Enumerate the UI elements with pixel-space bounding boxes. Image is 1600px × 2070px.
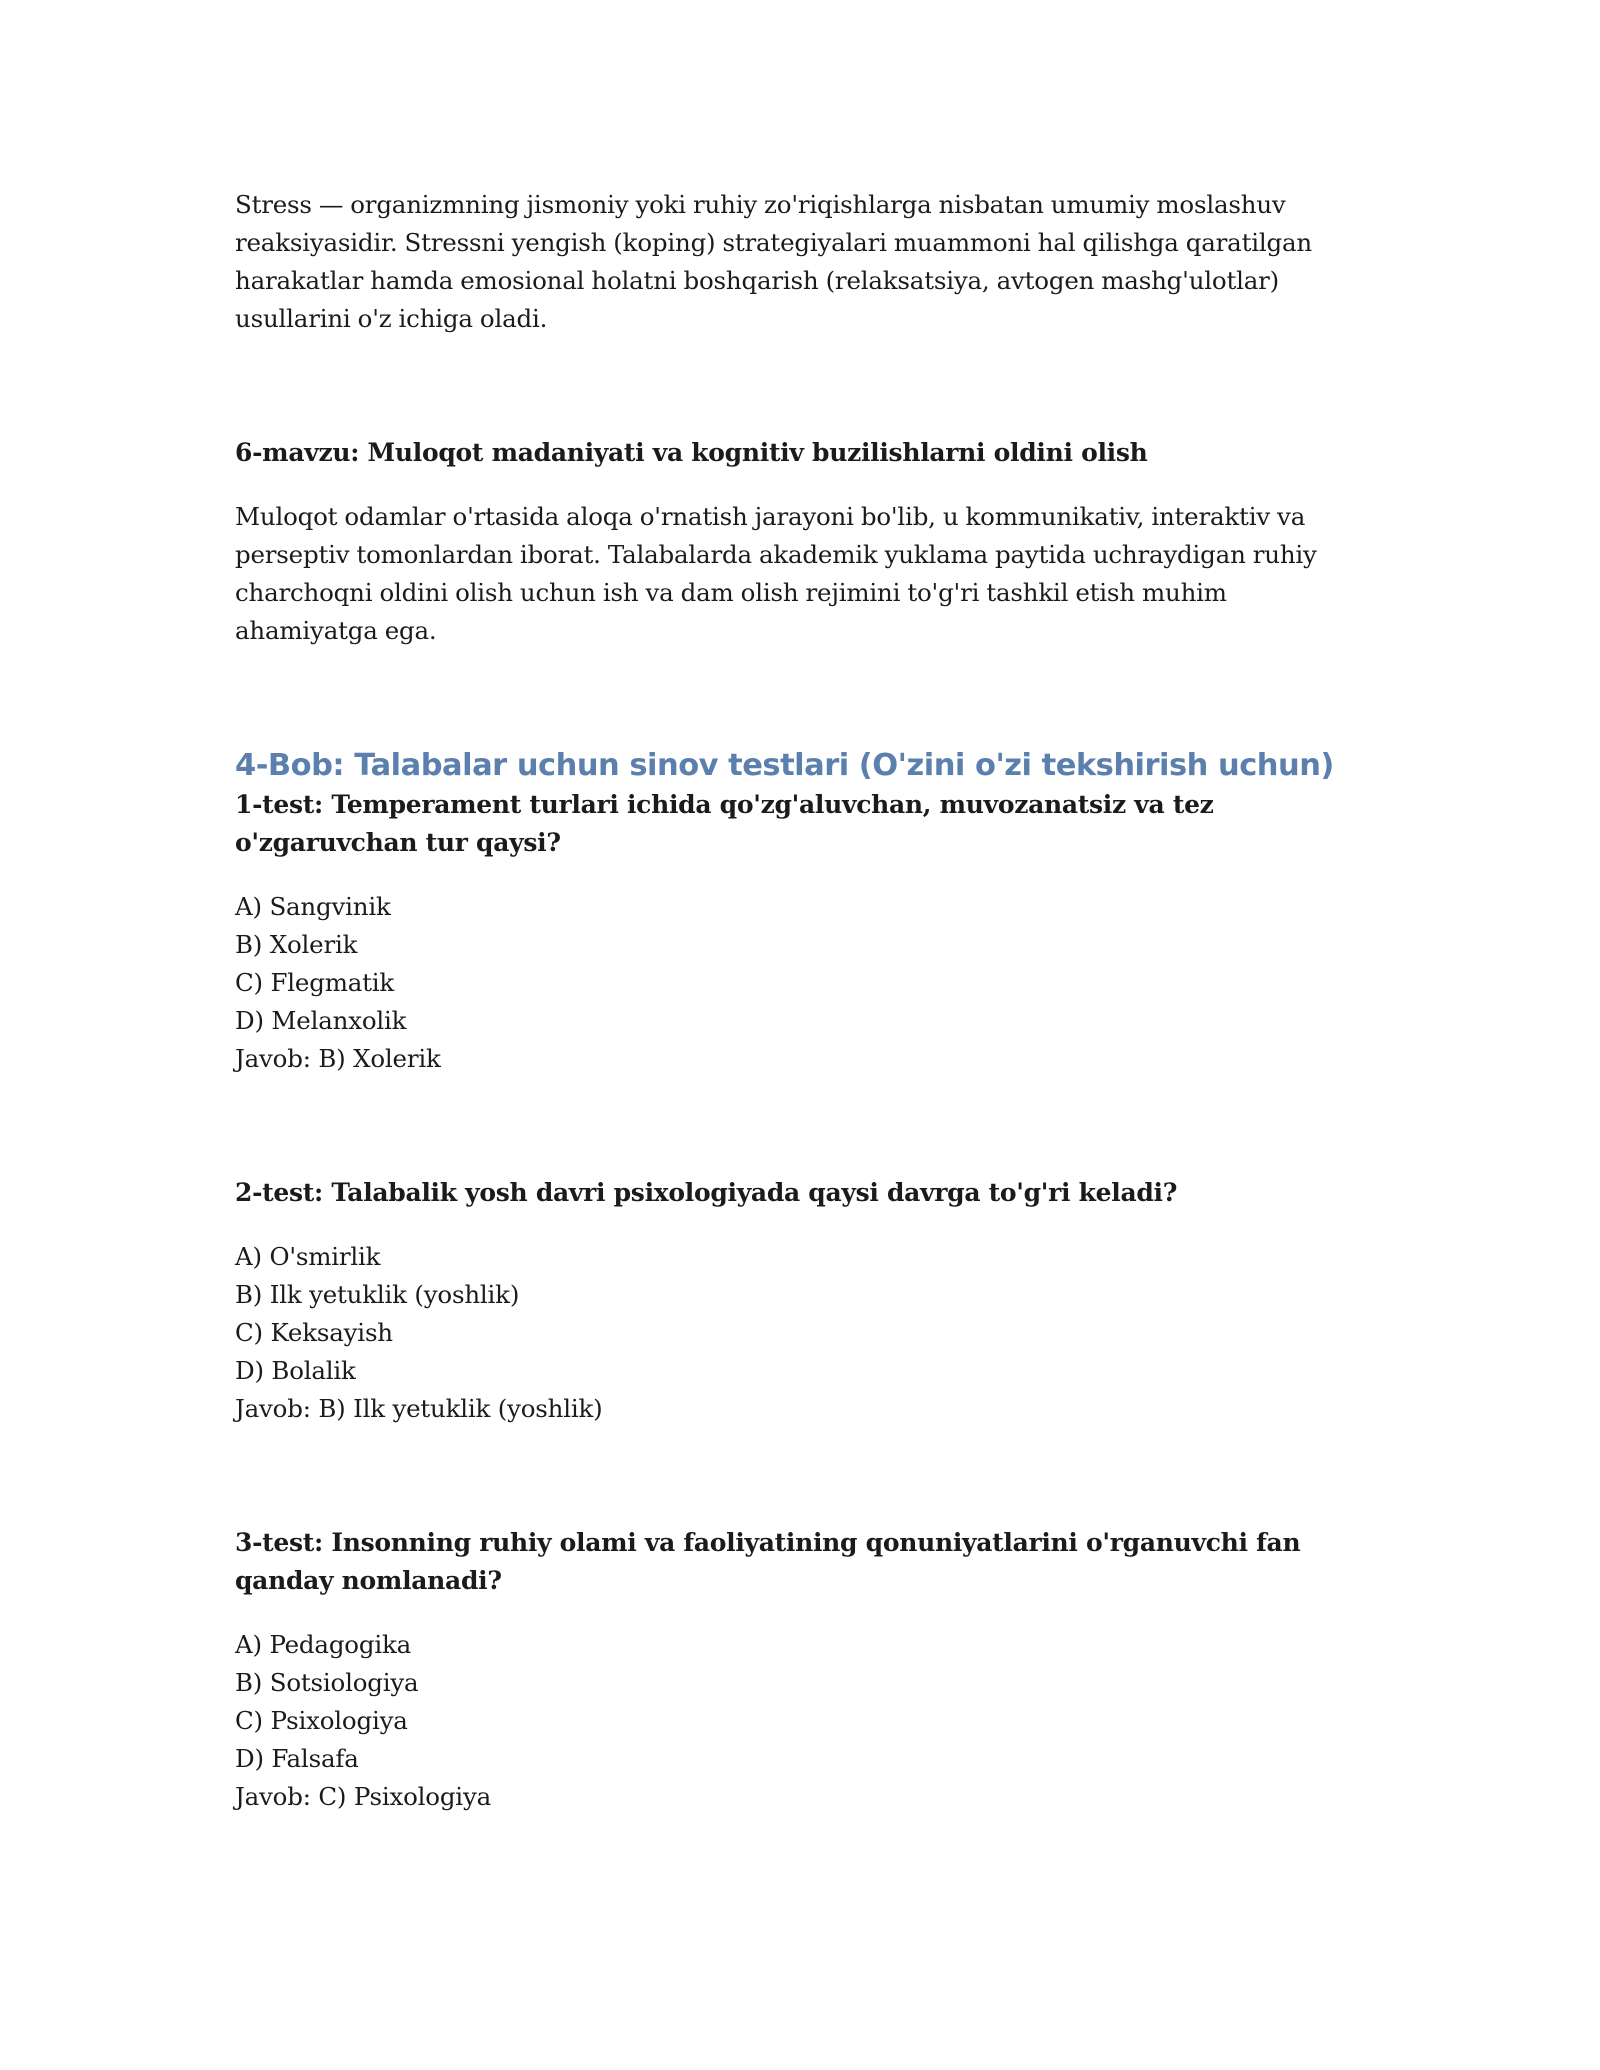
test-option: C) Flegmatik [235, 968, 395, 997]
test-option: D) Bolalik [235, 1356, 356, 1385]
topic-6-heading: 6-mavzu: Muloqot madaniyati va kognitiv buzilishlarni oldini olish [235, 438, 1148, 467]
test-option: C) Psixologiya [235, 1706, 408, 1735]
chapter-4-heading: 4-Bob: Talabalar uchun sinov testlari (O'zini o'zi tekshirish uchun) [235, 748, 1334, 783]
test-options [235, 1238, 1365, 1390]
test-1 [235, 786, 1365, 1078]
test-option: A) Sangvinik [235, 892, 391, 921]
test-question: 3-test: Insonning ruhiy olami va faoliyatining qonuniyatlarini o'rganuvchi fan qanday nomlanadi? [235, 1528, 1301, 1595]
test-option: A) O'smirlik [235, 1242, 381, 1271]
document-page [235, 186, 1365, 1816]
test-answer: Javob: B) Xolerik [235, 1044, 441, 1073]
test-option: B) Xolerik [235, 930, 358, 959]
test-option: B) Ilk yetuklik (yoshlik) [235, 1280, 520, 1309]
test-option: A) Pedagogika [235, 1630, 412, 1659]
test-question: 2-test: Talabalik yosh davri psixologiyada qaysi davrga to'g'ri keladi? [235, 1178, 1178, 1207]
test-option: B) Sotsiologiya [235, 1668, 419, 1697]
test-3 [235, 1524, 1365, 1816]
test-option: C) Keksayish [235, 1318, 393, 1347]
topic-6-paragraph: Muloqot odamlar o'rtasida aloqa o'rnatish jarayoni bo'lib, u kommunikativ, interaktiv va perseptiv tomonlardan iborat. Talabalarda akademik yuklama paytida uchraydigan ruhiy charchoqni oldini olish uchun ish va dam olish rejimini to'g'ri tashkil etish muhim ahamiyatga ega. [235, 502, 1317, 645]
topic-6-section [235, 434, 1365, 650]
test-2 [235, 1174, 1365, 1428]
test-option: D) Melanxolik [235, 1006, 407, 1035]
test-question: 1-test: Temperament turlari ichida qo'zg'aluvchan, muvozanatsiz va tez o'zgaruvchan tur qaysi? [235, 790, 1214, 857]
intro-paragraph: Stress — organizmning jismoniy yoki ruhiy zo'riqishlarga nisbatan umumiy moslashuv reaksiyasidir. Stressni yengish (koping) strategiyalari muammoni hal qilishga qaratilgan harakatlar hamda emosional holatni boshqarish (relaksatsiya, avtogen mashg'ulotlar) usullarini o'z ichiga oladi. [235, 190, 1312, 333]
test-options [235, 888, 1365, 1040]
test-option: D) Falsafa [235, 1744, 359, 1773]
test-answer: Javob: C) Psixologiya [235, 1782, 491, 1811]
test-answer: Javob: B) Ilk yetuklik (yoshlik) [235, 1394, 603, 1423]
test-options [235, 1626, 1365, 1778]
